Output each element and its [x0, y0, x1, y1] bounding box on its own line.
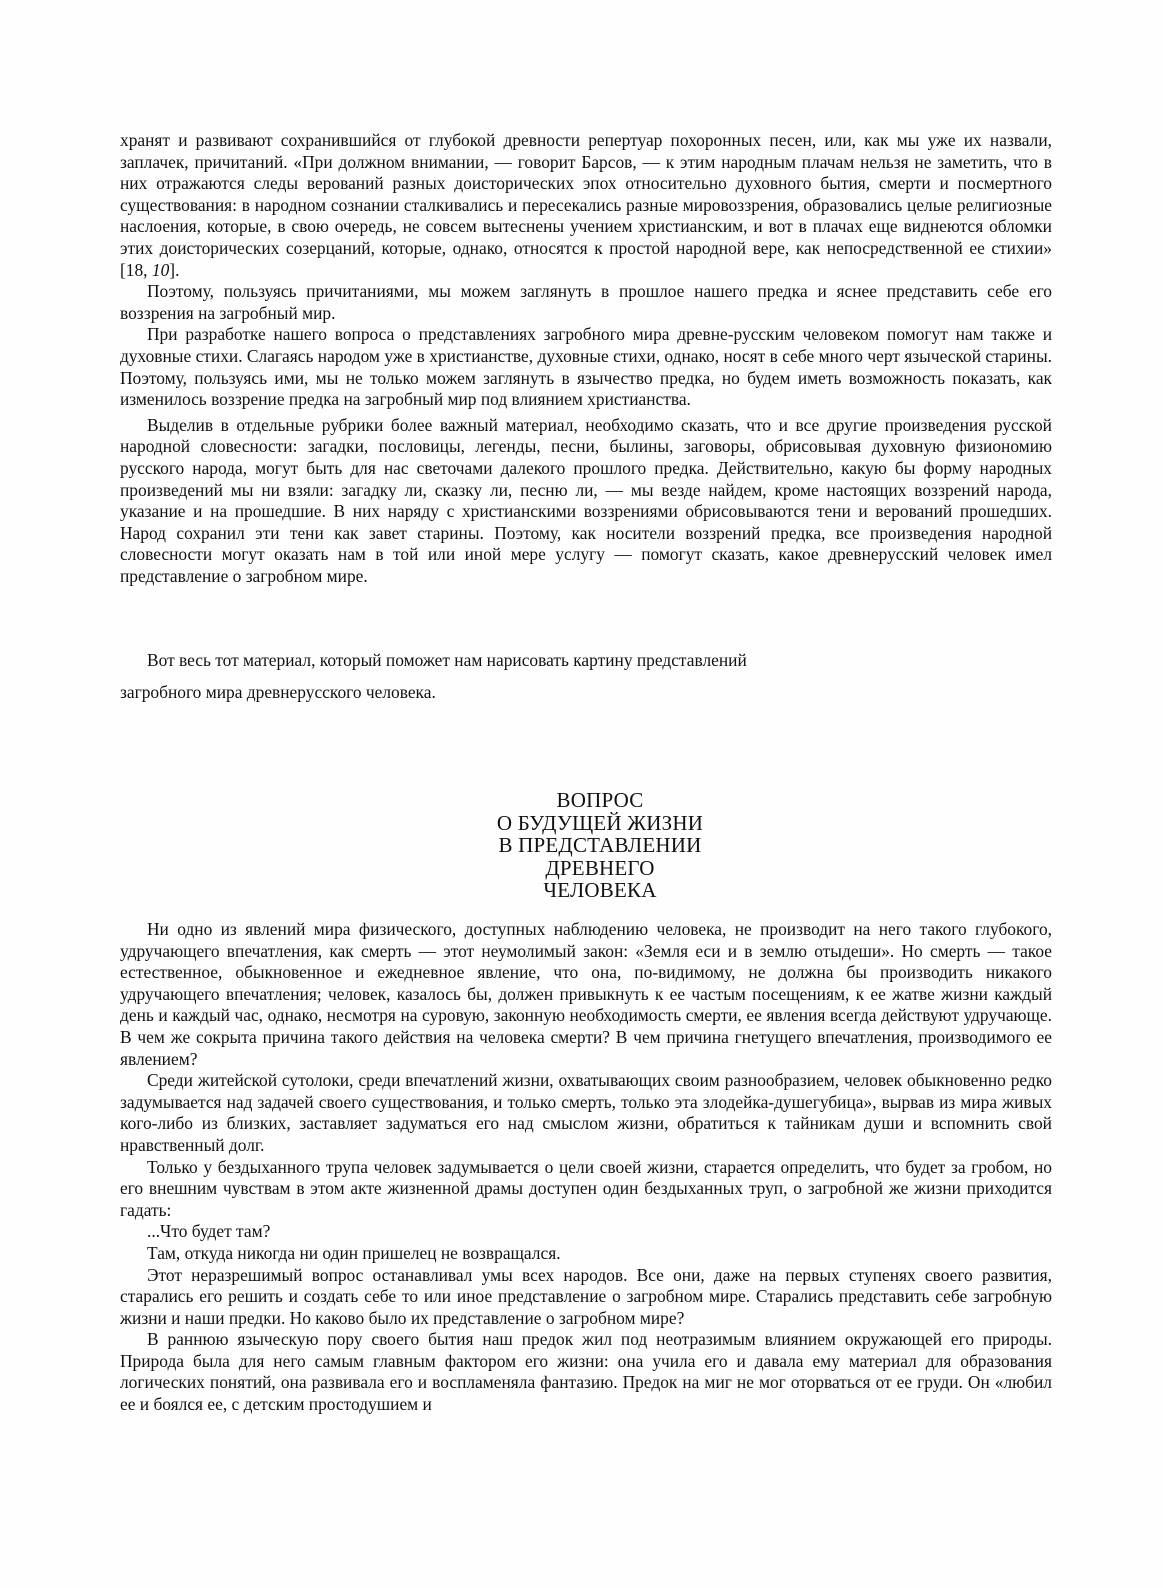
- closing-line: Вот весь тот материал, который поможет нам нарисовать картину представлений: [147, 650, 747, 670]
- quote-line: ...Что будет там?: [147, 1221, 271, 1242]
- closing-paragraph: [120, 650, 1052, 703]
- paragraph: При разработке нашего вопроса о представлениях загробного мира древне-русским человеком помогут нам также и духовные стихи. Слагаясь народом уже в христианстве, духовные стихи, однако, носят в себе много черт языческой старины. Поэтому, пользуясь ими, мы не только можем заглянуть в язычество предка, но будем иметь возможность показать, как изменилось воззрение предка на загробный мир под влиянием христианства.: [120, 324, 1052, 410]
- closing-line: загробного мира древнерусского человека.: [120, 681, 436, 702]
- paragraph-text: хранят и развивают сохранившийся от глубокой древности репертуар похоронных песен, или, как мы уже их назвали, заплачек, причитаний. «При должном внимании, — говорит Барсов, — к этим народным плачам нельзя не заметить, что в них отражаются следы верований разных доисторических эпох относительно духовного бытия, смерти и посмертного существования: в народном сознании сталкивались и пересекались разные мировоззрения, образовались целые религиозные наслоения, которые, в свою очередь, не совсем вытеснены учением христианским, и вот в плачах еще виднеются обломки этих доисторических созерцаний, которые, однако, относятся к простой народной вере, как непосредственной ее стихии» [18,: [120, 130, 1052, 280]
- chapter-body: [120, 919, 1052, 1416]
- paragraph: Этот неразрешимый вопрос останавливал умы всех народов. Все они, даже на первых ступенях своего развития, старались его решить и создать себе то или иное представление о загробном мире. Старались представить себе загробную жизни и наши предки. Но каково было их представление о загробном мире?: [120, 1264, 1052, 1328]
- heading-line: ЧЕЛОВЕКА: [543, 878, 657, 903]
- heading-line: О БУДУЩЕЙ ЖИЗНИ: [496, 810, 704, 835]
- citation-page-italic: 10: [151, 259, 170, 280]
- paragraph: Ни одно из явлений мира физического, доступных наблюдению человека, не производит на него такого глубокого, удручающего впечатления, как смерть — этот неумолимый закон: «Земля еси и в землю отыдеши». Но смерть — такое естественное, обыкновенное и ежедневное явление, что она, по-видимому, не должна бы производить никакого удручающего впечатления; человек, казалось бы, должен привыкнуть к ее частым посещениям, к ее жатве жизни каждый день и каждый час, однако, несмотря на суровую, законную необходимость смерти, ее явления всегда действуют удручающе. В чем же сокрыта причина такого действия на человека смерти? В чем причина гнетущего впечатления, производимого ее явлением?: [120, 919, 1052, 1069]
- paragraph: Выделив в отдельные рубрики более важный материал, необходимо сказать, что и все другие произведения русской народной словесности: загадки, пословицы, легенды, песни, былины, заговоры, обрисовывая духовную физиономию русского народа, могут быть для нас светочами далекого прошлого предка. Действительно, какую бы форму народных произведений мы ни взяли: загадку ли, сказку ли, песню ли, — мы везде найдем, кроме настоящих воззрений народа, указание и на прошедшие. В них наряду с христианскими воззрениями обрисовываются тени и верований прошедших. Народ сохранил эти тени как завет старины. Поэтому, как носители воззрений предка, все произведения народной словесности могут оказать нам в той или иной мере услугу — помогут сказать, какое древнерусский человек имел представление о загробном мире.: [120, 414, 1052, 586]
- heading-line: ВОПРОС: [556, 788, 644, 812]
- intro-section: [120, 130, 1052, 587]
- paragraph: В раннюю языческую пору своего бытия наш предок жил под неотразимым влиянием окружающей его природы. Природа была для него самым главным фактором его жизни: она учила его и давала ему материал для образования логических понятий, она развивала его и воспламеняла фантазию. Предок на миг не мог оторваться от ее груди. Он «любил ее и боялся ее, с детским простодушием и: [120, 1329, 1052, 1415]
- section-heading: [400, 789, 800, 902]
- quote-line: Там, откуда никогда ни один пришелец не возвращался.: [147, 1242, 561, 1263]
- paragraph: Среди житейской сутолоки, среди впечатлений жизни, охватывающих своим разнообразием, человек обыкновенно редко задумывается над задачей своего существования, и только смерть, только эта злодейка-душегубица», вырвав из мира живых кого-либо из близких, заставляет задуматься его над смыслом жизни, обратиться к тайникам души и вспомнить свой нравственный долг.: [120, 1070, 1052, 1155]
- citation-end: ].: [169, 259, 180, 280]
- paragraph: Поэтому, пользуясь причитаниями, мы можем заглянуть в прошлое нашего предка и яснее представить себе его воззрения на загробный мир.: [120, 281, 1052, 323]
- paragraph: Только у бездыханного трупа человек задумывается о цели своей жизни, старается определить, что будет за гробом, но его внешним чувствам в этом акте жизненной драмы доступен один бездыханных труп, о загробной же жизни приходится гадать:: [120, 1156, 1052, 1220]
- paragraph: [120, 130, 1052, 281]
- heading-line: В ПРЕДСТАВЛЕНИИ: [498, 833, 702, 858]
- heading-line: ДРЕВНЕГО: [545, 855, 655, 880]
